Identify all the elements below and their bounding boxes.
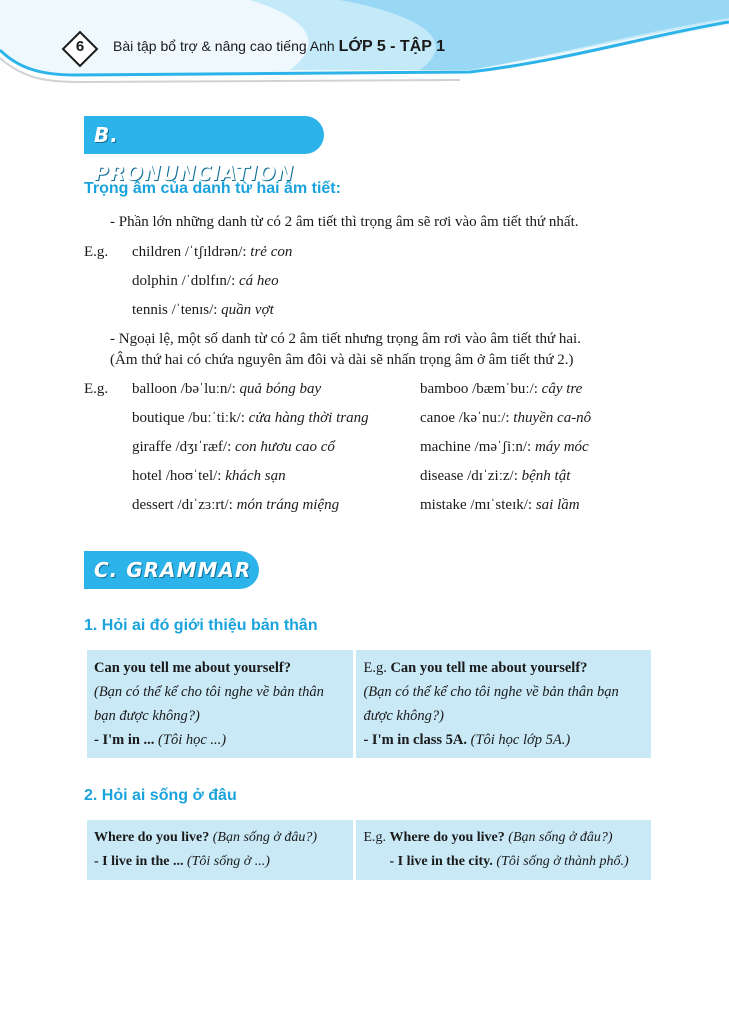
example-word: disease /dɪˈziːz/:	[420, 468, 522, 484]
answer-translation: (Tôi học ...)	[154, 732, 227, 748]
grammar-section-1-title: 1. Hỏi ai đó giới thiệu bản thân	[84, 617, 318, 634]
book-title	[113, 38, 445, 56]
rule-2-line-2: (Âm thứ hai có chứa nguyên âm đôi và dài sẽ nhấn trọng âm ở âm tiết thứ 2.)	[110, 352, 574, 368]
answer: - I'm in ...	[94, 732, 155, 748]
grammar-section-2-title: 2. Hỏi ai sống ở đâu	[84, 787, 237, 804]
grammar-table-1-left	[87, 650, 353, 758]
page-number: 6	[75, 38, 85, 55]
example-disease	[420, 468, 570, 485]
question-translation: (Bạn sống ở đâu?)	[209, 830, 318, 845]
example-dessert	[132, 497, 339, 514]
example-meaning: món tráng miệng	[236, 497, 340, 513]
example-meaning: cây tre	[541, 381, 583, 397]
example-balloon	[132, 381, 321, 398]
example-word: hotel /hoʊˈtel/:	[132, 468, 226, 484]
question-translation: (Bạn sống ở đâu?)	[504, 830, 613, 845]
translation: (Bạn có thể kể cho tôi nghe về bản thân bạn được không?)	[363, 684, 619, 724]
example-meaning: máy móc	[534, 439, 589, 455]
answer-translation: (Tôi sống ở thành phố.)	[492, 854, 629, 869]
example-word: dessert /dɪˈzɜːrt/:	[132, 497, 237, 513]
answer-translation: (Tôi học lớp 5A.)	[467, 732, 571, 748]
example-word: bamboo /bæmˈbuː/:	[420, 381, 542, 397]
example-meaning: cửa hàng thời trang	[248, 410, 369, 426]
answer: - I live in the city.	[389, 854, 493, 869]
example-word: balloon /bəˈluːn/:	[132, 381, 240, 397]
example-word: mistake /mɪˈsteɪk/:	[420, 497, 536, 513]
example-canoe	[420, 410, 591, 427]
answer-translation: (Tôi sống ở ...)	[183, 854, 270, 869]
example-meaning: quần vợt	[221, 302, 274, 318]
example-machine	[420, 439, 589, 456]
example-dolphin	[132, 273, 279, 290]
example-meaning: sai lầm	[535, 497, 580, 513]
example-meaning: con hươu cao cổ	[235, 439, 335, 455]
example-boutique	[132, 410, 369, 427]
translation: (Bạn có thể kể cho tôi nghe về bản thân bạn được không?)	[94, 684, 324, 724]
example-word: machine /məˈʃiːn/:	[420, 439, 535, 455]
answer: - I live in the ...	[94, 854, 184, 869]
example-meaning: bệnh tật	[521, 468, 571, 484]
book-title-prefix: Bài tập bổ trợ & nâng cao tiếng Anh	[113, 38, 335, 54]
grammar-table-1	[84, 650, 654, 758]
example-tennis	[132, 302, 274, 319]
question: Where do you live?	[389, 830, 505, 845]
grammar-table-2-left	[87, 820, 353, 880]
example-word: boutique /buːˈtiːk/:	[132, 410, 249, 426]
example-meaning: trẻ con	[250, 244, 293, 260]
eg-label-1: E.g.	[84, 244, 109, 260]
question: Can you tell me about yourself?	[390, 660, 588, 676]
example-meaning: cá heo	[239, 273, 279, 289]
pronunciation-subtitle: Trọng âm của danh từ hai âm tiết:	[84, 180, 341, 197]
example-word: canoe /kəˈnuː/:	[420, 410, 514, 426]
question: Can you tell me about yourself?	[94, 660, 291, 676]
eg-label: E.g.	[363, 660, 391, 676]
example-word: children /ˈtʃɪldrən/:	[132, 244, 251, 260]
example-bamboo	[420, 381, 582, 398]
example-word: giraffe /dʒɪˈræf/:	[132, 439, 236, 455]
example-mistake	[420, 497, 580, 514]
grammar-table-2-right	[356, 820, 651, 880]
grammar-table-1-right	[356, 650, 651, 758]
pronunciation-banner: B. PRONUNCIATION	[84, 116, 324, 154]
grammar-table-2	[84, 820, 654, 880]
page-header	[0, 0, 729, 95]
example-word: tennis /ˈtenɪs/:	[132, 302, 222, 318]
question: Where do you live?	[94, 830, 210, 845]
example-word: dolphin /ˈdɒlfɪn/:	[132, 273, 240, 289]
grammar-banner: C. GRAMMAR	[84, 551, 259, 589]
eg-label-2: E.g.	[84, 381, 109, 397]
example-meaning: thuyền ca-nô	[513, 410, 592, 426]
eg-label: E.g.	[363, 830, 390, 845]
book-title-grade: LỚP 5 - TẬP 1	[338, 38, 445, 55]
answer: - I'm in class 5A.	[363, 732, 467, 748]
example-meaning: quả bóng bay	[239, 381, 322, 397]
example-giraffe	[132, 439, 335, 456]
example-children	[132, 244, 292, 261]
rule-2-line-1: - Ngoại lệ, một số danh từ có 2 âm tiết nhưng trọng âm rơi vào âm tiết thứ hai.	[110, 331, 581, 347]
example-hotel	[132, 468, 286, 485]
rule-1: - Phần lớn những danh từ có 2 âm tiết thì trọng âm sẽ rơi vào âm tiết thứ nhất.	[110, 214, 579, 230]
example-meaning: khách sạn	[225, 468, 286, 484]
